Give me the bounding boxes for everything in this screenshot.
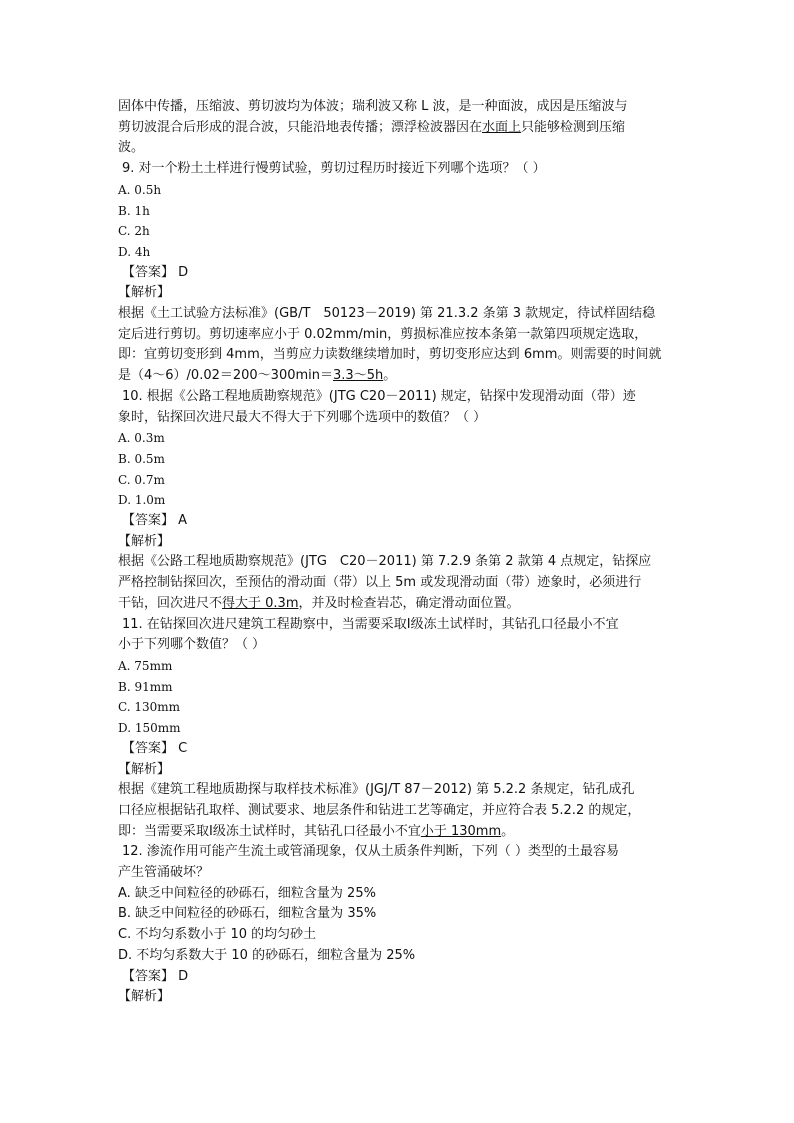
intro-text: 剪切波混合后形成的混合波，只能沿地表传播；漂浮检波器因在 [118,119,483,135]
q10-analysis-2: 严格控制钻探回次，至预估的滑动面（带）以上 5m 或发现滑动面（带）迹象时，必须进行 [118,575,642,591]
underlined-text: 得大于 0.3m [222,595,299,611]
q10-answer: 【答案】 A [122,513,188,529]
q12-option-d: D. 不均匀系数大于 10 的砂砾石，细粒含量为 25% [118,947,416,963]
q11-option-a: A. 75mm [118,658,173,673]
q11-analysis-2: 口径应根据钻孔取样、测试要求、地层条件和钻进工艺等确定，并应符合表 5.2.2 的规定， [118,802,641,818]
q9-analysis-1: 根据《土工试验方法标准》(GB/T 50123－2019) 第 21.3.2 条第 3 款规定，待试样固结稳 [118,306,656,322]
underlined-text: 水面上 [482,119,522,135]
q10-option-a: A. 0.3m [118,431,165,446]
q9-option-a: A. 0.5h [118,182,162,197]
q11-option-c: C. 130mm [118,700,181,715]
q9-answer: 【答案】 D [122,264,189,280]
q9-option-c: C. 2h [118,224,150,239]
document-page [118,97,678,1008]
q9-option-b: B. 1h [118,203,150,218]
question-9: 9. 对一个粉土土样进行慢剪试验，剪切过程历时接近下列哪个选项？（ ） [122,161,546,177]
question-11-line-2: 小于下列哪个数值？（ ） [118,637,266,653]
analysis-text: 干钻，回次进尺不 [118,595,223,611]
analysis-text: 即：当需要采取Ⅰ级冻土试样时，其钻孔口径最小不宜 [118,823,421,839]
question-10-line-2: 象时，钻探回次进尺最大不得大于下列哪个选项中的数值？（ ） [118,409,487,425]
q9-option-d: D. 4h [118,244,151,259]
q10-option-c: C. 0.7m [118,472,165,487]
underlined-text: 小于 130mm [420,823,502,839]
question-10-line-1: 10. 根据《公路工程地质勘察规范》(JTG C20－2011) 规定，钻探中发现滑动面（带）迹 [122,388,636,404]
q10-option-d: D. 1.0m [118,493,166,508]
question-12-line-1: 12. 渗流作用可能产生流土或管涌现象，仅从土质条件判断，下列（ ）类型的土最容易 [122,844,619,860]
question-11-line-1: 11. 在钻探回次进尺建筑工程勘察中，当需要采取Ⅰ级冻土试样时，其钻孔口径最小不宜 [122,616,619,632]
q10-option-b: B. 0.5m [118,451,165,466]
q9-analysis-4 [118,366,678,387]
q11-answer: 【答案】 C [122,740,188,756]
q11-option-d: D. 150mm [118,721,181,736]
question-12-line-2: 产生管涌破坏？ [118,865,210,881]
intro-line-1: 固体中传播，压缩波、剪切波均为体波；瑞利波又称 L 波，是一种面波，成因是压缩波与 [118,99,628,114]
analysis-text: ，并及时检查岩芯，确定滑动面位置。 [298,595,520,611]
q9-analysis-2: 定后进行剪切。剪切速率应小于 0.02mm/min，剪损标准应按本条第一款第四项规定选取， [118,326,648,342]
q12-analysis-label: 【解析】 [118,989,171,1005]
q11-option-b: B. 91mm [118,679,173,694]
q9-analysis-3: 即：宜剪切变形到 4mm，当剪应力读数继续增加时，剪切变形应达到 6mm。则需要的时间就 [118,347,662,363]
q10-analysis-1: 根据《公路工程地质勘察规范》(JTG C20－2011) 第 7.2.9 条第 2 款第 4 点规定，钻探应 [118,554,652,570]
analysis-text: 。 [383,368,397,384]
q12-option-a: A. 缺乏中间粒径的砂砾石，细粒含量为 25% [118,885,376,901]
q10-analysis-label: 【解析】 [118,533,171,549]
q12-option-c: C. 不均匀系数小于 10 的均匀砂土 [118,927,317,943]
q12-option-b: B. 缺乏中间粒径的砂砾石，细粒含量为 35% [118,906,377,922]
intro-line-3: 波。 [118,140,145,156]
q9-analysis-label: 【解析】 [118,285,171,301]
intro-line-2 [118,118,678,139]
underlined-text: 3.3～5h [333,368,384,384]
analysis-text: 是（4～6）/0.02＝200～300min＝ [118,368,334,384]
q11-analysis-label: 【解析】 [118,761,171,777]
q10-analysis-3 [118,594,678,615]
q11-analysis-1: 根据《建筑工程地质勘探与取样技术标准》(JGJ/T 87－2012) 第 5.2.2 条规定，钻孔成孔 [118,782,635,798]
analysis-text: 。 [501,823,515,839]
q12-answer: 【答案】 D [122,968,189,984]
intro-text: 只能够检测到压缩 [521,119,626,135]
q11-analysis-3 [118,822,678,843]
